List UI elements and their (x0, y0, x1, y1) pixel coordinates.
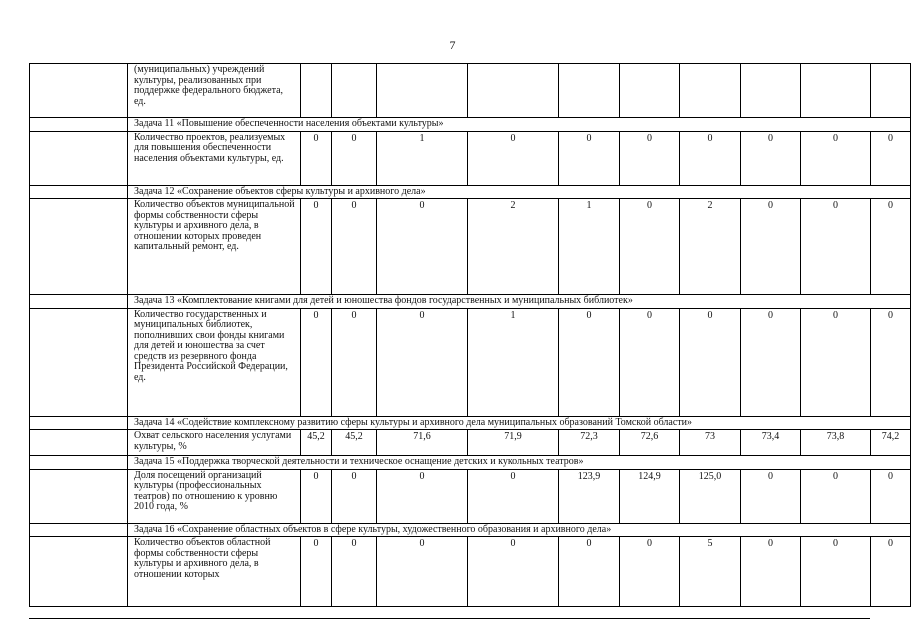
value-cell: 71,9 (468, 430, 559, 456)
value-cell: 0 (301, 131, 332, 185)
value-cell: 0 (468, 131, 559, 185)
value-cell: 124,9 (620, 469, 680, 523)
value-cell: 0 (741, 308, 801, 416)
value-cell: 0 (559, 537, 620, 607)
value-cell: 0 (620, 131, 680, 185)
value-cell: 0 (559, 308, 620, 416)
value-cell: 73,4 (741, 430, 801, 456)
value-cell: 73 (680, 430, 741, 456)
blank-cell (30, 185, 128, 199)
value-cell (468, 64, 559, 118)
value-cell (871, 64, 911, 118)
value-cell: 45,2 (301, 430, 332, 456)
task-row (30, 416, 911, 430)
indicator-row (30, 199, 911, 295)
table-body (30, 64, 911, 607)
value-cell: 5 (680, 537, 741, 607)
task-row (30, 523, 911, 537)
value-cell: 0 (332, 131, 377, 185)
blank-cell (30, 416, 128, 430)
value-cell: 0 (801, 131, 871, 185)
value-cell: 2 (680, 199, 741, 295)
value-cell (801, 64, 871, 118)
value-cell (620, 64, 680, 118)
value-cell: 0 (741, 537, 801, 607)
value-cell: 0 (871, 131, 911, 185)
value-cell: 72,6 (620, 430, 680, 456)
value-cell: 0 (871, 537, 911, 607)
value-cell: 0 (801, 469, 871, 523)
value-cell: 0 (741, 469, 801, 523)
indicator-row (30, 537, 911, 607)
value-cell: 0 (801, 308, 871, 416)
blank-cell (30, 131, 128, 185)
value-cell (301, 64, 332, 118)
value-cell: 0 (301, 537, 332, 607)
blank-cell (30, 456, 128, 470)
value-cell: 0 (871, 308, 911, 416)
value-cell: 0 (871, 469, 911, 523)
value-cell: 0 (801, 199, 871, 295)
indicator-row (30, 131, 911, 185)
indicator-label: Количество проектов, реализуемых для повышения обеспеченности населения объектами культуры, ед. (128, 131, 301, 185)
task-label: Задача 12 «Сохранение объектов сферы культуры и архивного дела» (128, 185, 911, 199)
task-label: Задача 13 «Комплектование книгами для детей и юношества фондов государственных и муниципальных библиотек» (128, 295, 911, 309)
value-cell: 125,0 (680, 469, 741, 523)
blank-cell (30, 430, 128, 456)
task-label: Задача 16 «Сохранение областных объектов в сфере культуры, художественного образования и архивного дела» (128, 523, 911, 537)
value-cell: 0 (377, 469, 468, 523)
value-cell: 0 (801, 537, 871, 607)
value-cell (559, 64, 620, 118)
blank-cell (30, 308, 128, 416)
value-cell: 0 (620, 199, 680, 295)
value-cell: 0 (468, 469, 559, 523)
blank-cell (30, 118, 128, 132)
value-cell: 0 (377, 308, 468, 416)
value-cell: 45,2 (332, 430, 377, 456)
value-cell: 0 (332, 199, 377, 295)
value-cell: 0 (332, 537, 377, 607)
indicator-row (30, 469, 911, 523)
task-row (30, 456, 911, 470)
value-cell: 0 (301, 199, 332, 295)
value-cell: 0 (301, 469, 332, 523)
value-cell: 0 (620, 537, 680, 607)
indicator-label: Охват сельского населения услугами культуры, % (128, 430, 301, 456)
value-cell (680, 64, 741, 118)
blank-cell (30, 64, 128, 118)
value-cell: 2 (468, 199, 559, 295)
value-cell: 0 (741, 131, 801, 185)
indicator-label: Количество объектов муниципальной формы собственности сферы культуры и архивного дела, в отношении которых проведен капитальный ремонт, ед. (128, 199, 301, 295)
page-number: 7 (449, 38, 456, 52)
blank-cell (30, 537, 128, 607)
task-row (30, 118, 911, 132)
document-table-wrapper (29, 63, 900, 619)
value-cell: 0 (332, 308, 377, 416)
value-cell: 1 (559, 199, 620, 295)
value-cell (332, 64, 377, 118)
value-cell (377, 64, 468, 118)
indicator-label: Количество государственных и муниципальных библиотек, пополнивших свои фонды книгами для детей и юношества за счет средств из резервного фонда Президента Российской Федерации, ед. (128, 308, 301, 416)
blank-cell (30, 199, 128, 295)
indicator-label: Количество объектов областной формы собственности сферы культуры и архивного дела, в отношении которых (128, 537, 301, 607)
indicator-row (30, 64, 911, 118)
task-label: Задача 15 «Поддержка творческой деятельности и техническое оснащение детских и кукольных театров» (128, 456, 911, 470)
value-cell: 71,6 (377, 430, 468, 456)
indicator-label: (муниципальных) учреждений культуры, реализованных при поддержке федерального бюджета, ед. (128, 64, 301, 118)
value-cell: 0 (468, 537, 559, 607)
value-cell: 74,2 (871, 430, 911, 456)
value-cell: 1 (468, 308, 559, 416)
blank-cell (30, 295, 128, 309)
value-cell: 0 (301, 308, 332, 416)
task-label: Задача 14 «Содействие комплексному развитию сферы культуры и архивного дела муниципальных образований Томской области» (128, 416, 911, 430)
task-row (30, 185, 911, 199)
value-cell: 0 (871, 199, 911, 295)
indicator-row (30, 308, 911, 416)
indicator-label: Доля посещений организаций культуры (профессиональных театров) по отношению к уровню 2010 года, % (128, 469, 301, 523)
value-cell: 0 (680, 131, 741, 185)
value-cell: 1 (377, 131, 468, 185)
value-cell: 0 (620, 308, 680, 416)
value-cell: 72,3 (559, 430, 620, 456)
blank-cell (30, 523, 128, 537)
value-cell: 0 (559, 131, 620, 185)
task-row (30, 295, 911, 309)
indicators-table (29, 63, 911, 607)
value-cell: 0 (741, 199, 801, 295)
value-cell: 0 (377, 199, 468, 295)
value-cell (741, 64, 801, 118)
value-cell: 0 (680, 308, 741, 416)
task-label: Задача 11 «Повышение обеспеченности населения объектами культуры» (128, 118, 911, 132)
blank-cell (30, 469, 128, 523)
indicator-row (30, 430, 911, 456)
value-cell: 73,8 (801, 430, 871, 456)
value-cell: 123,9 (559, 469, 620, 523)
value-cell: 0 (332, 469, 377, 523)
value-cell: 0 (377, 537, 468, 607)
